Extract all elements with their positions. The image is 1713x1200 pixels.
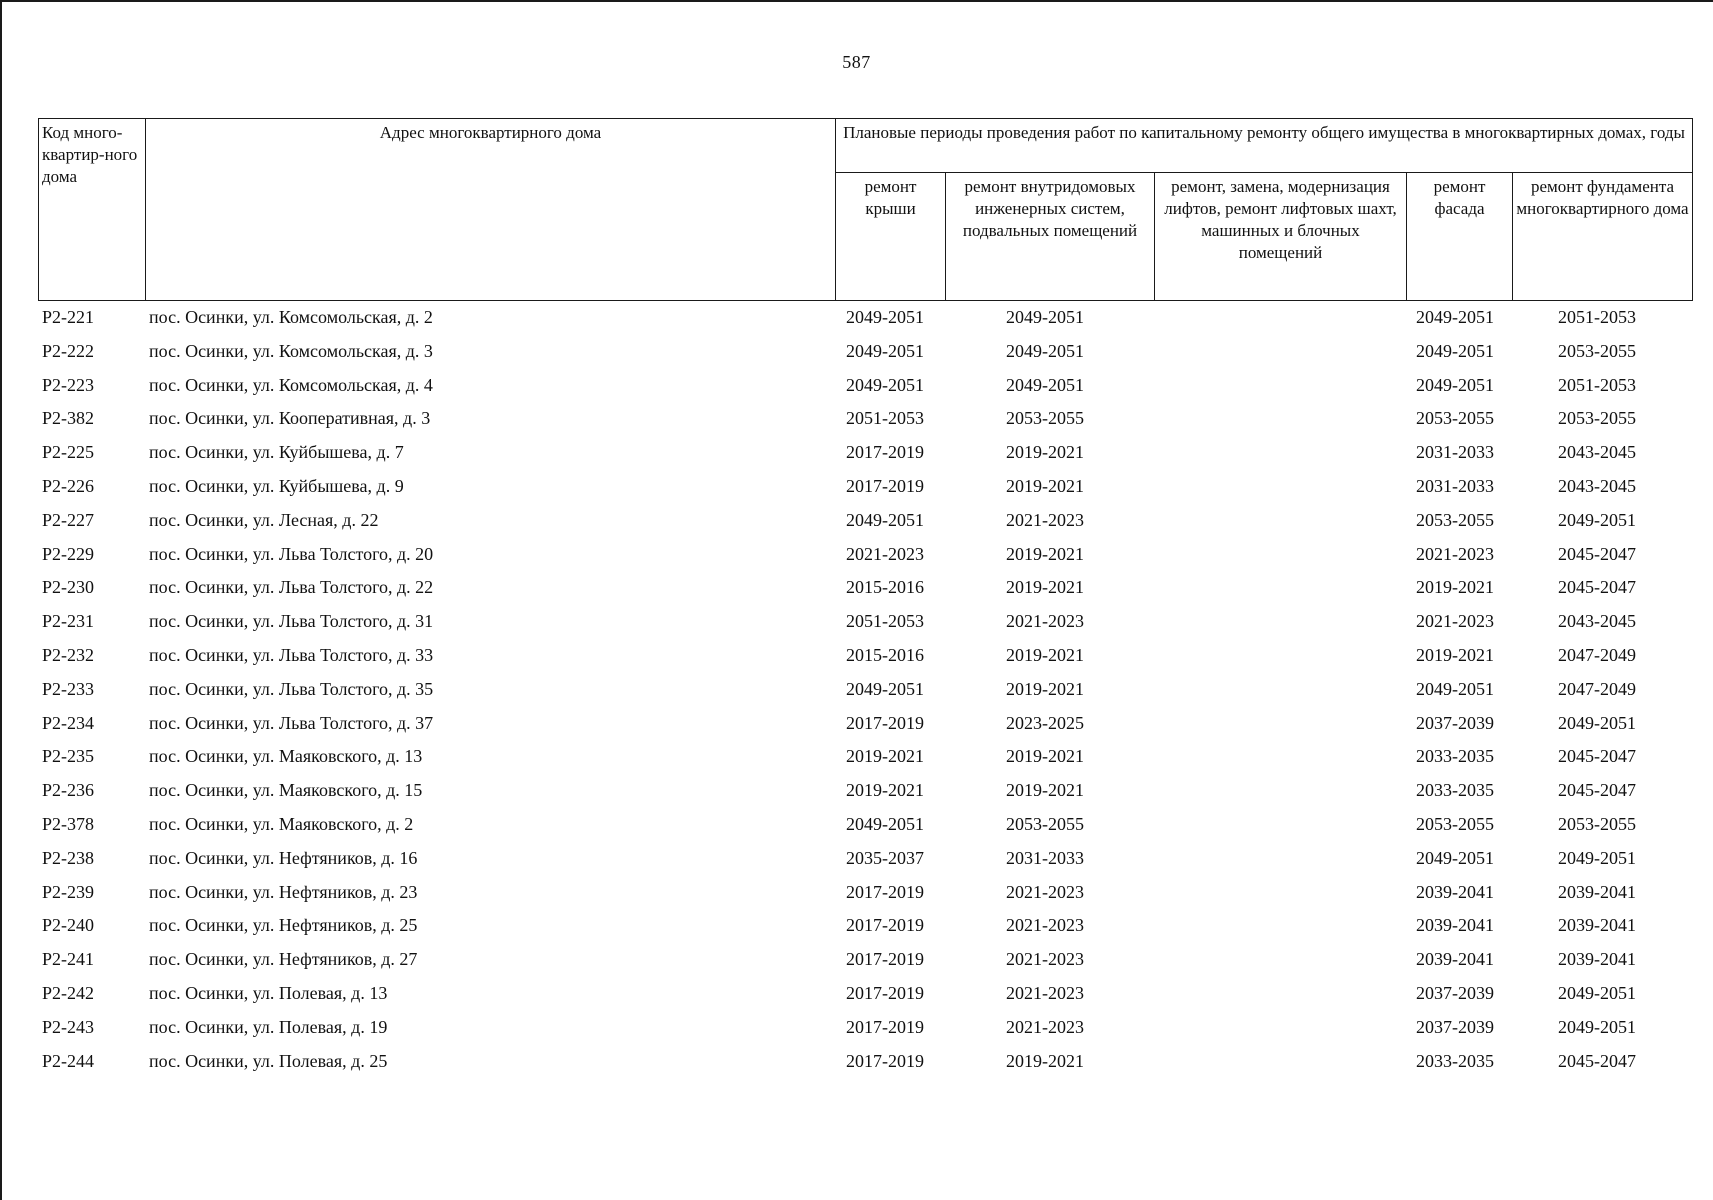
cell-foundation: 2047-2049 xyxy=(1558,678,1636,699)
cell-address: пос. Осинки, ул. Маяковского, д. 15 xyxy=(149,780,423,801)
header-lifts: ремонт, замена, модернизация лифтов, ремонт лифтовых шахт, машинных и блочных помещений xyxy=(1155,173,1407,301)
cell-address: пос. Осинки, ул. Нефтяников, д. 27 xyxy=(149,949,418,970)
cell-engineering: 2019-2021 xyxy=(1006,543,1084,564)
cell-engineering: 2049-2051 xyxy=(1006,307,1084,327)
cell-foundation: 2053-2055 xyxy=(1558,813,1636,834)
cell-engineering: 2019-2021 xyxy=(1006,442,1084,463)
header-roof: ремонт крыши xyxy=(836,173,946,301)
table-row xyxy=(38,605,1692,639)
table-row xyxy=(38,774,1692,808)
cell-facade: 2021-2023 xyxy=(1416,611,1494,632)
cell-foundation: 2043-2045 xyxy=(1558,475,1636,496)
cell-roof: 2021-2023 xyxy=(846,543,924,564)
table-row xyxy=(38,876,1692,910)
table-row xyxy=(38,571,1692,605)
table-row xyxy=(38,943,1692,977)
cell-code: Р2-229 xyxy=(42,543,95,564)
cell-address: пос. Осинки, ул. Льва Толстого, д. 37 xyxy=(149,712,434,733)
cell-roof: 2017-2019 xyxy=(846,949,924,970)
cell-roof: 2049-2051 xyxy=(846,374,924,395)
cell-code: Р2-230 xyxy=(42,577,95,598)
cell-code: Р2-236 xyxy=(42,780,95,801)
header-foundation: ремонт фундамента многоквартирного дома xyxy=(1513,173,1693,301)
cell-facade: 2021-2023 xyxy=(1416,543,1494,564)
cell-facade: 2049-2051 xyxy=(1416,678,1494,699)
cell-facade: 2037-2039 xyxy=(1416,712,1494,733)
cell-roof: 2049-2051 xyxy=(846,509,924,530)
cell-foundation: 2051-2053 xyxy=(1558,374,1636,395)
cell-address: пос. Осинки, ул. Нефтяников, д. 16 xyxy=(149,847,418,868)
header-engineering: ремонт внутридомовых инженерных систем, подвальных помещений xyxy=(946,173,1155,301)
table-row xyxy=(38,808,1692,842)
cell-roof: 2019-2021 xyxy=(846,780,924,801)
cell-facade: 2019-2021 xyxy=(1416,577,1494,598)
cell-roof: 2017-2019 xyxy=(846,442,924,463)
cell-code: Р2-242 xyxy=(42,982,95,1003)
cell-code: Р2-241 xyxy=(42,949,95,970)
cell-code: Р2-227 xyxy=(42,509,95,530)
cell-code: Р2-378 xyxy=(42,813,95,834)
table-row xyxy=(38,909,1692,943)
cell-roof: 2017-2019 xyxy=(846,1050,924,1071)
cell-facade: 2049-2051 xyxy=(1416,847,1494,868)
table-row xyxy=(38,504,1692,538)
cell-foundation: 2043-2045 xyxy=(1558,442,1636,463)
cell-facade: 2033-2035 xyxy=(1416,746,1494,767)
table-row xyxy=(38,402,1692,436)
table-row xyxy=(38,740,1692,774)
cell-foundation: 2039-2041 xyxy=(1558,915,1636,936)
cell-address: пос. Осинки, ул. Льва Толстого, д. 22 xyxy=(149,577,434,598)
cell-roof: 2051-2053 xyxy=(846,611,924,632)
cell-address: пос. Осинки, ул. Куйбышева, д. 9 xyxy=(149,475,404,496)
table-header xyxy=(38,118,1693,301)
cell-code: Р2-234 xyxy=(42,712,95,733)
cell-address: пос. Осинки, ул. Комсомольская, д. 3 xyxy=(149,340,433,361)
cell-foundation: 2045-2047 xyxy=(1558,780,1636,801)
page-border-top xyxy=(0,0,1713,2)
cell-address: пос. Осинки, ул. Льва Толстого, д. 33 xyxy=(149,644,434,665)
cell-foundation: 2053-2055 xyxy=(1558,408,1636,429)
cell-address: пос. Осинки, ул. Маяковского, д. 2 xyxy=(149,813,414,834)
cell-facade: 2049-2051 xyxy=(1416,340,1494,361)
table-row xyxy=(38,977,1692,1011)
table-row xyxy=(38,470,1692,504)
cell-foundation: 2045-2047 xyxy=(1558,1050,1636,1071)
cell-facade: 2033-2035 xyxy=(1416,1050,1494,1071)
table-row xyxy=(38,1011,1692,1045)
cell-code: Р2-223 xyxy=(42,374,95,395)
cell-roof: 2017-2019 xyxy=(846,982,924,1003)
header-code: Код много-квартир-ного дома xyxy=(39,119,146,301)
cell-roof: 2049-2051 xyxy=(846,813,924,834)
cell-code: Р2-225 xyxy=(42,442,95,463)
cell-foundation: 2045-2047 xyxy=(1558,746,1636,767)
cell-engineering: 2031-2033 xyxy=(1006,847,1084,868)
cell-engineering: 2019-2021 xyxy=(1006,780,1084,801)
cell-foundation: 2049-2051 xyxy=(1558,712,1636,733)
cell-facade: 2053-2055 xyxy=(1416,408,1494,429)
cell-code: Р2-231 xyxy=(42,611,95,632)
cell-facade: 2039-2041 xyxy=(1416,949,1494,970)
page-border-left xyxy=(0,0,2,1200)
cell-engineering: 2021-2023 xyxy=(1006,982,1084,1003)
cell-engineering: 2021-2023 xyxy=(1006,611,1084,632)
header-facade: ремонт фасада xyxy=(1407,173,1513,301)
cell-address: пос. Осинки, ул. Маяковского, д. 13 xyxy=(149,746,423,767)
cell-engineering: 2019-2021 xyxy=(1006,644,1084,665)
cell-facade: 2033-2035 xyxy=(1416,780,1494,801)
cell-facade: 2031-2033 xyxy=(1416,475,1494,496)
cell-roof: 2017-2019 xyxy=(846,881,924,902)
cell-foundation: 2049-2051 xyxy=(1558,509,1636,530)
cell-facade: 2053-2055 xyxy=(1416,813,1494,834)
cell-foundation: 2049-2051 xyxy=(1558,1016,1636,1037)
cell-facade: 2049-2051 xyxy=(1416,307,1494,327)
cell-roof: 2019-2021 xyxy=(846,746,924,767)
cell-roof: 2049-2051 xyxy=(846,678,924,699)
cell-roof: 2015-2016 xyxy=(846,577,924,598)
cell-code: Р2-240 xyxy=(42,915,95,936)
cell-facade: 2037-2039 xyxy=(1416,1016,1494,1037)
table-row xyxy=(38,1045,1692,1079)
cell-engineering: 2021-2023 xyxy=(1006,915,1084,936)
table-row xyxy=(38,707,1692,741)
cell-address: пос. Осинки, ул. Лесная, д. 22 xyxy=(149,509,379,530)
cell-roof: 2015-2016 xyxy=(846,644,924,665)
cell-address: пос. Осинки, ул. Полевая, д. 19 xyxy=(149,1016,388,1037)
cell-code: Р2-239 xyxy=(42,881,95,902)
cell-engineering: 2021-2023 xyxy=(1006,1016,1084,1037)
cell-roof: 2035-2037 xyxy=(846,847,924,868)
cell-facade: 2039-2041 xyxy=(1416,881,1494,902)
cell-address: пос. Осинки, ул. Полевая, д. 25 xyxy=(149,1050,388,1071)
cell-foundation: 2045-2047 xyxy=(1558,543,1636,564)
cell-engineering: 2019-2021 xyxy=(1006,1050,1084,1071)
cell-roof: 2017-2019 xyxy=(846,475,924,496)
table-body xyxy=(38,301,1692,1078)
cell-roof: 2017-2019 xyxy=(846,915,924,936)
cell-code: Р2-238 xyxy=(42,847,95,868)
cell-engineering: 2019-2021 xyxy=(1006,746,1084,767)
cell-roof: 2049-2051 xyxy=(846,307,924,327)
cell-code: Р2-235 xyxy=(42,746,95,767)
table-row xyxy=(38,436,1692,470)
cell-engineering: 2053-2055 xyxy=(1006,408,1084,429)
cell-code: Р2-244 xyxy=(42,1050,95,1071)
cell-address: пос. Осинки, ул. Полевая, д. 13 xyxy=(149,982,388,1003)
header-address: Адрес многоквартирного дома xyxy=(146,119,836,301)
table-row xyxy=(38,639,1692,673)
cell-facade: 2031-2033 xyxy=(1416,442,1494,463)
cell-facade: 2037-2039 xyxy=(1416,982,1494,1003)
cell-facade: 2019-2021 xyxy=(1416,644,1494,665)
cell-engineering: 2053-2055 xyxy=(1006,813,1084,834)
cell-facade: 2049-2051 xyxy=(1416,374,1494,395)
cell-address: пос. Осинки, ул. Кооперативная, д. 3 xyxy=(149,408,431,429)
cell-address: пос. Осинки, ул. Льва Толстого, д. 35 xyxy=(149,678,434,699)
cell-foundation: 2051-2053 xyxy=(1558,307,1636,327)
cell-engineering: 2021-2023 xyxy=(1006,949,1084,970)
cell-engineering: 2049-2051 xyxy=(1006,340,1084,361)
cell-address: пос. Осинки, ул. Комсомольская, д. 2 xyxy=(149,307,433,327)
table-row xyxy=(38,538,1692,572)
cell-engineering: 2021-2023 xyxy=(1006,509,1084,530)
table-row xyxy=(38,301,1692,335)
cell-engineering: 2021-2023 xyxy=(1006,881,1084,902)
cell-engineering: 2023-2025 xyxy=(1006,712,1084,733)
cell-code: Р2-222 xyxy=(42,340,95,361)
cell-engineering: 2019-2021 xyxy=(1006,475,1084,496)
cell-engineering: 2019-2021 xyxy=(1006,678,1084,699)
table-row xyxy=(38,842,1692,876)
cell-address: пос. Осинки, ул. Льва Толстого, д. 20 xyxy=(149,543,434,564)
cell-roof: 2051-2053 xyxy=(846,408,924,429)
cell-address: пос. Осинки, ул. Нефтяников, д. 23 xyxy=(149,881,418,902)
cell-foundation: 2039-2041 xyxy=(1558,881,1636,902)
cell-roof: 2017-2019 xyxy=(846,1016,924,1037)
cell-foundation: 2049-2051 xyxy=(1558,982,1636,1003)
cell-facade: 2053-2055 xyxy=(1416,509,1494,530)
cell-foundation: 2047-2049 xyxy=(1558,644,1636,665)
cell-engineering: 2019-2021 xyxy=(1006,577,1084,598)
cell-code: Р2-226 xyxy=(42,475,95,496)
cell-code: Р2-233 xyxy=(42,678,95,699)
cell-address: пос. Осинки, ул. Куйбышева, д. 7 xyxy=(149,442,404,463)
cell-facade: 2039-2041 xyxy=(1416,915,1494,936)
cell-roof: 2017-2019 xyxy=(846,712,924,733)
cell-address: пос. Осинки, ул. Комсомольская, д. 4 xyxy=(149,374,433,395)
cell-foundation: 2039-2041 xyxy=(1558,949,1636,970)
cell-foundation: 2053-2055 xyxy=(1558,340,1636,361)
table-row xyxy=(38,673,1692,707)
cell-roof: 2049-2051 xyxy=(846,340,924,361)
cell-foundation: 2043-2045 xyxy=(1558,611,1636,632)
cell-address: пос. Осинки, ул. Льва Толстого, д. 31 xyxy=(149,611,434,632)
header-periods: Плановые периоды проведения работ по капитальному ремонту общего имущества в многоквартирных домах, годы xyxy=(836,119,1693,173)
page-number: 587 xyxy=(842,52,871,72)
cell-code: Р2-382 xyxy=(42,408,95,429)
table-row xyxy=(38,335,1692,369)
cell-code: Р2-232 xyxy=(42,644,95,665)
cell-code: Р2-221 xyxy=(42,307,95,327)
cell-foundation: 2045-2047 xyxy=(1558,577,1636,598)
cell-code: Р2-243 xyxy=(42,1016,95,1037)
cell-foundation: 2049-2051 xyxy=(1558,847,1636,868)
cell-address: пос. Осинки, ул. Нефтяников, д. 25 xyxy=(149,915,418,936)
table-row xyxy=(38,369,1692,403)
cell-engineering: 2049-2051 xyxy=(1006,374,1084,395)
